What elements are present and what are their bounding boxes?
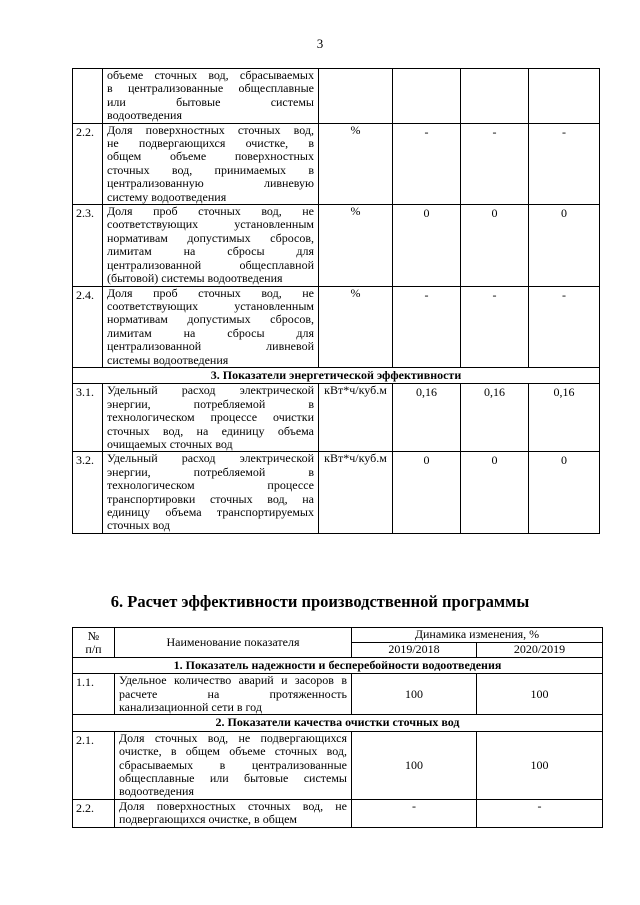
text-line: технологическом процессе очистки xyxy=(107,410,314,425)
value-2019-2018: - xyxy=(352,799,477,827)
value-cell: 0 xyxy=(529,205,600,286)
text-line: подвергающихся очистке, в общем xyxy=(119,812,297,827)
col-header-name: Наименование показателя xyxy=(115,628,352,658)
section-row xyxy=(73,367,600,383)
indicator-text xyxy=(103,384,319,452)
value-2020-2019: 100 xyxy=(477,674,603,715)
value-cell: 0 xyxy=(393,452,461,533)
value-2019-2018: 100 xyxy=(352,731,477,799)
table-row xyxy=(73,286,600,367)
table-row xyxy=(73,205,600,286)
indicator-text xyxy=(115,674,352,715)
text-line: технологическом процессе xyxy=(107,478,314,493)
text-line: лимитам на сбросы для xyxy=(107,244,314,259)
row-number: 2.2. xyxy=(73,123,103,204)
header-row xyxy=(73,628,603,643)
row-number: 3.2. xyxy=(73,452,103,533)
text-line: сбрасываемых в централизованные xyxy=(119,757,347,772)
section-title: 3. Показатели энергетической эффективности xyxy=(73,367,600,383)
text-line: канализационной сети в год xyxy=(119,700,262,715)
section-row xyxy=(73,715,603,731)
row-number: 3.1. xyxy=(73,384,103,452)
text-line: очищаемых сточных вод xyxy=(107,436,233,451)
text-line: Удельное количество аварий и засоров в xyxy=(119,673,347,688)
value-cell: - xyxy=(393,123,461,204)
value-cell: 0 xyxy=(393,205,461,286)
text-line: транспортировки сточных вод, на xyxy=(107,491,314,506)
table-row xyxy=(73,384,600,452)
text-line: Удельный расход электрической xyxy=(107,383,314,398)
row-number: 2.2. xyxy=(73,799,115,827)
text-line: общесплавные или бытовые системы xyxy=(119,771,347,786)
text-line: нормативам допустимых сбросов, xyxy=(107,312,314,327)
efficiency-table xyxy=(72,627,603,828)
unit-cell: % xyxy=(319,286,393,367)
text-line: общем объеме поверхностных xyxy=(107,149,314,164)
text-line: очистке, в общем объеме сточных вод, xyxy=(119,744,347,759)
text-line: водоотведения xyxy=(119,784,194,799)
value-cell: - xyxy=(529,123,600,204)
col-header-dynamics: Динамика изменения, % xyxy=(352,628,603,643)
text-line: не подвергающихся очистке, в xyxy=(107,136,314,151)
table-row xyxy=(73,731,603,799)
value-cell: - xyxy=(529,286,600,367)
table-row xyxy=(73,123,600,204)
table-row xyxy=(73,799,603,827)
text-line: (бытовой) системы водоотведения xyxy=(107,271,283,286)
text-line: Доля проб сточных вод, не xyxy=(107,285,314,300)
text-line: энергии, потребляемой в xyxy=(107,464,314,479)
col-header-year1: 2019/2018 xyxy=(352,642,477,657)
row-number: 1.1. xyxy=(73,674,115,715)
text-line: централизованной ливневой xyxy=(107,339,314,354)
value-2020-2019: 100 xyxy=(477,731,603,799)
text-line: Доля проб сточных вод, не xyxy=(107,204,314,219)
text-line: соответствующих установленным xyxy=(107,298,314,313)
unit-cell: % xyxy=(319,205,393,286)
indicators-table xyxy=(72,68,600,534)
unit-cell: кВт*ч/куб.м xyxy=(319,452,393,533)
text-line: Доля поверхностных сточных вод, xyxy=(107,122,314,137)
text-line: единицу объема транспортируемых xyxy=(107,505,314,519)
indicator-text xyxy=(103,205,319,286)
indicator-text xyxy=(103,123,319,204)
value-cell: - xyxy=(461,286,529,367)
table-row xyxy=(73,452,600,533)
value-cell: 0,16 xyxy=(461,384,529,452)
text-line: нормативам допустимых сбросов, xyxy=(107,230,314,245)
text-line: Удельный расход электрической xyxy=(107,451,314,466)
row-number: 2.4. xyxy=(73,286,103,367)
unit-cell: % xyxy=(319,123,393,204)
table-row xyxy=(73,674,603,715)
value-cell: 0,16 xyxy=(393,384,461,452)
page-number: 3 xyxy=(316,36,324,51)
col-header-year2: 2020/2019 xyxy=(477,642,603,657)
value-cell: 0,16 xyxy=(529,384,600,452)
section-title: 2. Показатели качества очистки сточных вод xyxy=(73,715,603,731)
col-header-num: № п/п xyxy=(73,628,115,658)
text-line: в централизованные общесплавные xyxy=(107,81,314,96)
value-cell: 0 xyxy=(529,452,600,533)
indicator-text xyxy=(103,69,319,124)
text-line: энергии, потребляемой в xyxy=(107,396,314,411)
text-line: централизованную ливневую xyxy=(107,176,314,191)
text-line: водоотведения xyxy=(107,108,182,123)
text-line: систему водоотведения xyxy=(107,189,227,204)
table-row xyxy=(73,69,600,124)
value-cell: - xyxy=(461,123,529,204)
value-2019-2018: 100 xyxy=(352,674,477,715)
text-line: сточных вод xyxy=(107,518,170,533)
text-line: сточных вод, на единицу объема xyxy=(107,423,314,438)
indicator-text xyxy=(103,286,319,367)
row-number: 2.1. xyxy=(73,731,115,799)
value-cell: - xyxy=(393,286,461,367)
section-row xyxy=(73,657,603,673)
text-line: расчете на протяженность xyxy=(119,686,347,701)
text-line: или бытовые системы xyxy=(107,94,314,109)
unit-cell: кВт*ч/куб.м xyxy=(319,384,393,452)
text-line: лимитам на сбросы для xyxy=(107,325,314,340)
text-line: системы водоотведения xyxy=(107,352,229,367)
value-cell: 0 xyxy=(461,452,529,533)
text-line: объеме сточных вод, сбрасываемых xyxy=(107,68,314,82)
text-line: сточных вод, принимаемых в xyxy=(107,162,314,177)
row-number: 2.3. xyxy=(73,205,103,286)
indicator-text xyxy=(115,799,352,827)
section-heading: 6. Расчет эффективности производственной программы xyxy=(110,592,530,611)
text-line: Доля поверхностных сточных вод, не xyxy=(119,798,347,813)
value-2020-2019: - xyxy=(477,799,603,827)
text-line: соответствующих установленным xyxy=(107,217,314,232)
indicator-text xyxy=(115,731,352,799)
indicator-text xyxy=(103,452,319,533)
value-cell: 0 xyxy=(461,205,529,286)
text-line: централизованной общесплавной xyxy=(107,257,314,272)
section-title: 1. Показатель надежности и бесперебойности водоотведения xyxy=(73,657,603,673)
text-line: Доля сточных вод, не подвергающихся xyxy=(119,730,347,745)
